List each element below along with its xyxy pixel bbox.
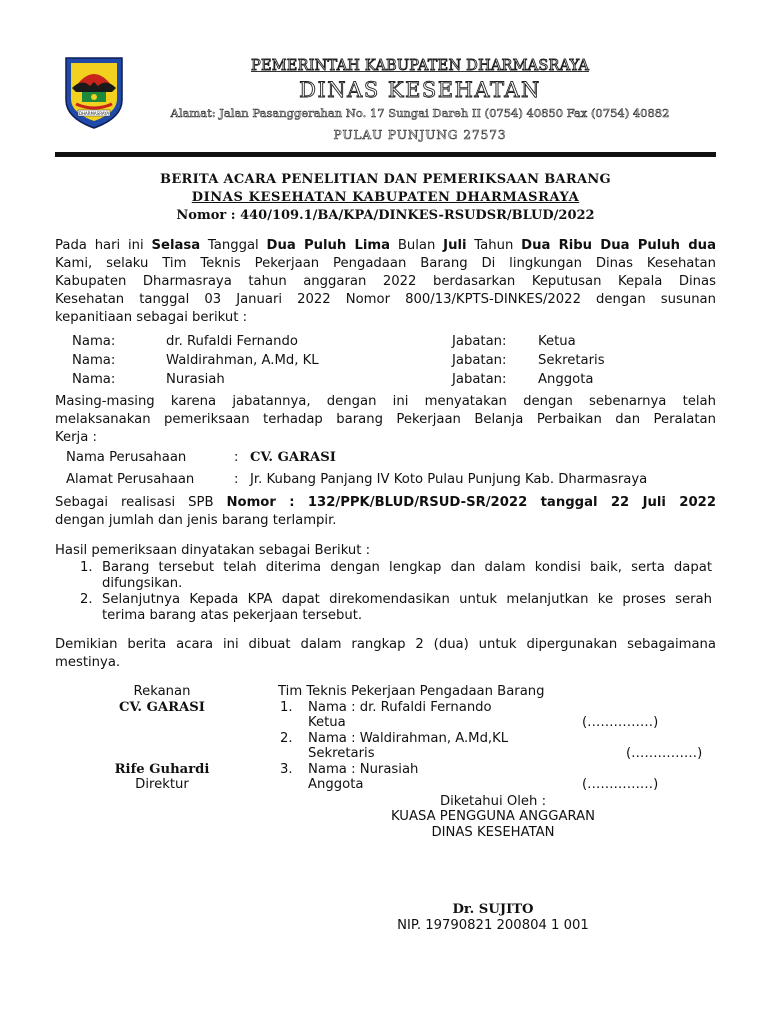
intro-line-3: Kabupaten Dharmasraya tahun anggaran 2022 berdasarkan Keputusan Kepala Dinas xyxy=(55,274,716,289)
partner-signer-title: Direktur xyxy=(135,777,189,792)
letterhead-divider xyxy=(55,152,716,157)
result-number: 2. xyxy=(80,592,93,607)
committee-position-label: Jabatan: xyxy=(452,372,507,387)
signature-placeholder: (……………) xyxy=(582,777,659,792)
letterhead-city: PULAU PUNJUNG 27573 xyxy=(333,128,507,142)
result-item-line: Barang tersebut telah diterima dengan lengkap dan dalam kondisi baik, serta dapat xyxy=(102,560,712,575)
team-member-role: Sekretaris xyxy=(308,746,375,761)
team-member-name: Nama : Nurasiah xyxy=(308,762,419,777)
closing-line-2: mestinya. xyxy=(55,655,121,670)
committee-position: Anggota xyxy=(538,372,594,387)
signature-placeholder: (……………) xyxy=(582,715,659,730)
team-member-name: Nama : Waldirahman, A.Md,KL xyxy=(308,731,509,746)
result-item-line: Selanjutnya Kepada KPA dapat direkomendasikan untuk melanjutkan ke proses serah xyxy=(102,592,712,607)
team-member-number: 1. xyxy=(280,700,293,715)
committee-name: Nurasiah xyxy=(166,372,225,387)
partner-label: Rekanan xyxy=(133,684,191,699)
company-name-label: Nama Perusahaan xyxy=(66,450,187,465)
team-member-name: Nama : dr. Rufaldi Fernando xyxy=(308,700,492,715)
letterhead-government: PEMERINTAH KABUPATEN DHARMASRAYA xyxy=(251,58,589,74)
letterhead-agency: DINAS KESEHATAN xyxy=(299,78,541,102)
office-title: DINAS KESEHATAN xyxy=(431,825,555,840)
committee-label: Nama: xyxy=(72,372,116,387)
committee-name: Waldirahman, A.Md, KL xyxy=(166,353,319,368)
spb-line-2: dengan jumlah dan jenis barang terlampir. xyxy=(55,513,337,528)
intro-line-1: Pada hari ini Selasa Tanggal Dua Puluh Lima Bulan Juli Tahun Dua Ribu Dua Puluh dua xyxy=(55,238,716,253)
intro-line-2: Kami, selaku Tim Teknis Pekerjaan Pengadaan Barang Di lingkungan Dinas Kesehatan xyxy=(55,256,716,271)
company-address-label: Alamat Perusahaan xyxy=(66,472,195,487)
committee-position-label: Jabatan: xyxy=(452,334,507,349)
partner-company: CV. GARASI xyxy=(119,700,205,715)
intro-line-4: Kesehatan tanggal 03 Januari 2022 Nomor 800/13/KPTS-DINKES/2022 dengan susunan xyxy=(55,292,716,307)
partner-signer-name: Rife Guhardi xyxy=(114,762,210,777)
statement-line-1: Masing-masing karena jabatannya, dengan ini menyatakan dengan sebenarnya telah xyxy=(55,394,716,409)
committee-label: Nama: xyxy=(72,353,116,368)
signature-placeholder: (……………) xyxy=(626,746,703,761)
statement-line-2: melaksanakan pemeriksaan terhadap barang Pekerjaan Belanja Perbaikan dan Peralatan xyxy=(55,412,716,427)
known-by-label: Diketahui Oleh : xyxy=(439,794,547,809)
result-number: 1. xyxy=(80,560,93,575)
company-address-value: Jr. Kubang Panjang IV Koto Pulau Punjung Kab. Dharmasraya xyxy=(250,472,648,487)
team-heading: Tim Teknis Pekerjaan Pengadaan Barang xyxy=(278,684,545,699)
letterhead-address: Alamat: Jalan Pasanggerahan No. 17 Sungai Dareh II (0754) 40850 Fax (0754) 40882 xyxy=(170,106,670,120)
head-nip: NIP. 19790821 200804 1 001 xyxy=(397,918,589,933)
intro-line-5: kepanitiaan sebagai berikut : xyxy=(55,310,248,325)
document-number: Nomor : 440/109.1/BA/KPA/DINKES-RSUDSR/BLUD/2022 xyxy=(176,208,595,223)
committee-position: Ketua xyxy=(538,334,576,349)
head-name: Dr. SUJITO xyxy=(452,902,534,917)
team-member-role: Anggota xyxy=(308,777,364,792)
results-heading: Hasil pemeriksaan dinyatakan sebagai Berikut : xyxy=(55,543,371,558)
closing-line-1: Demikian berita acara ini dibuat dalam rangkap 2 (dua) untuk dipergunakan sebagaimana xyxy=(55,637,716,652)
dharmasraya-emblem-icon xyxy=(62,56,126,130)
committee-position-label: Jabatan: xyxy=(452,353,507,368)
kpa-title: KUASA PENGGUNA ANGGARAN xyxy=(391,809,595,824)
document-title: BERITA ACARA PENELITIAN DAN PEMERIKSAAN BARANG xyxy=(160,172,611,187)
committee-position: Sekretaris xyxy=(538,353,605,368)
team-member-number: 3. xyxy=(280,762,293,777)
result-item-line: difungsikan. xyxy=(102,576,183,591)
statement-line-3: Kerja : xyxy=(55,430,97,445)
company-name-separator: : xyxy=(234,450,239,465)
result-item-line: terima barang atas pekerjaan tersebut. xyxy=(102,608,363,623)
team-member-number: 2. xyxy=(280,731,293,746)
logo-label: DHARMASRAYA xyxy=(78,110,110,116)
committee-label: Nama: xyxy=(72,334,116,349)
spb-line-1: Sebagai realisasi SPB Nomor : 132/PPK/BLUD/RSUD-SR/2022 tanggal 22 Juli 2022 xyxy=(55,495,716,510)
team-member-role: Ketua xyxy=(308,715,346,730)
document-subtitle: DINAS KESEHATAN KABUPATEN DHARMASRAYA xyxy=(191,190,580,205)
committee-name: dr. Rufaldi Fernando xyxy=(166,334,298,349)
company-address-separator: : xyxy=(234,472,239,487)
company-name-value: CV. GARASI xyxy=(250,450,336,465)
